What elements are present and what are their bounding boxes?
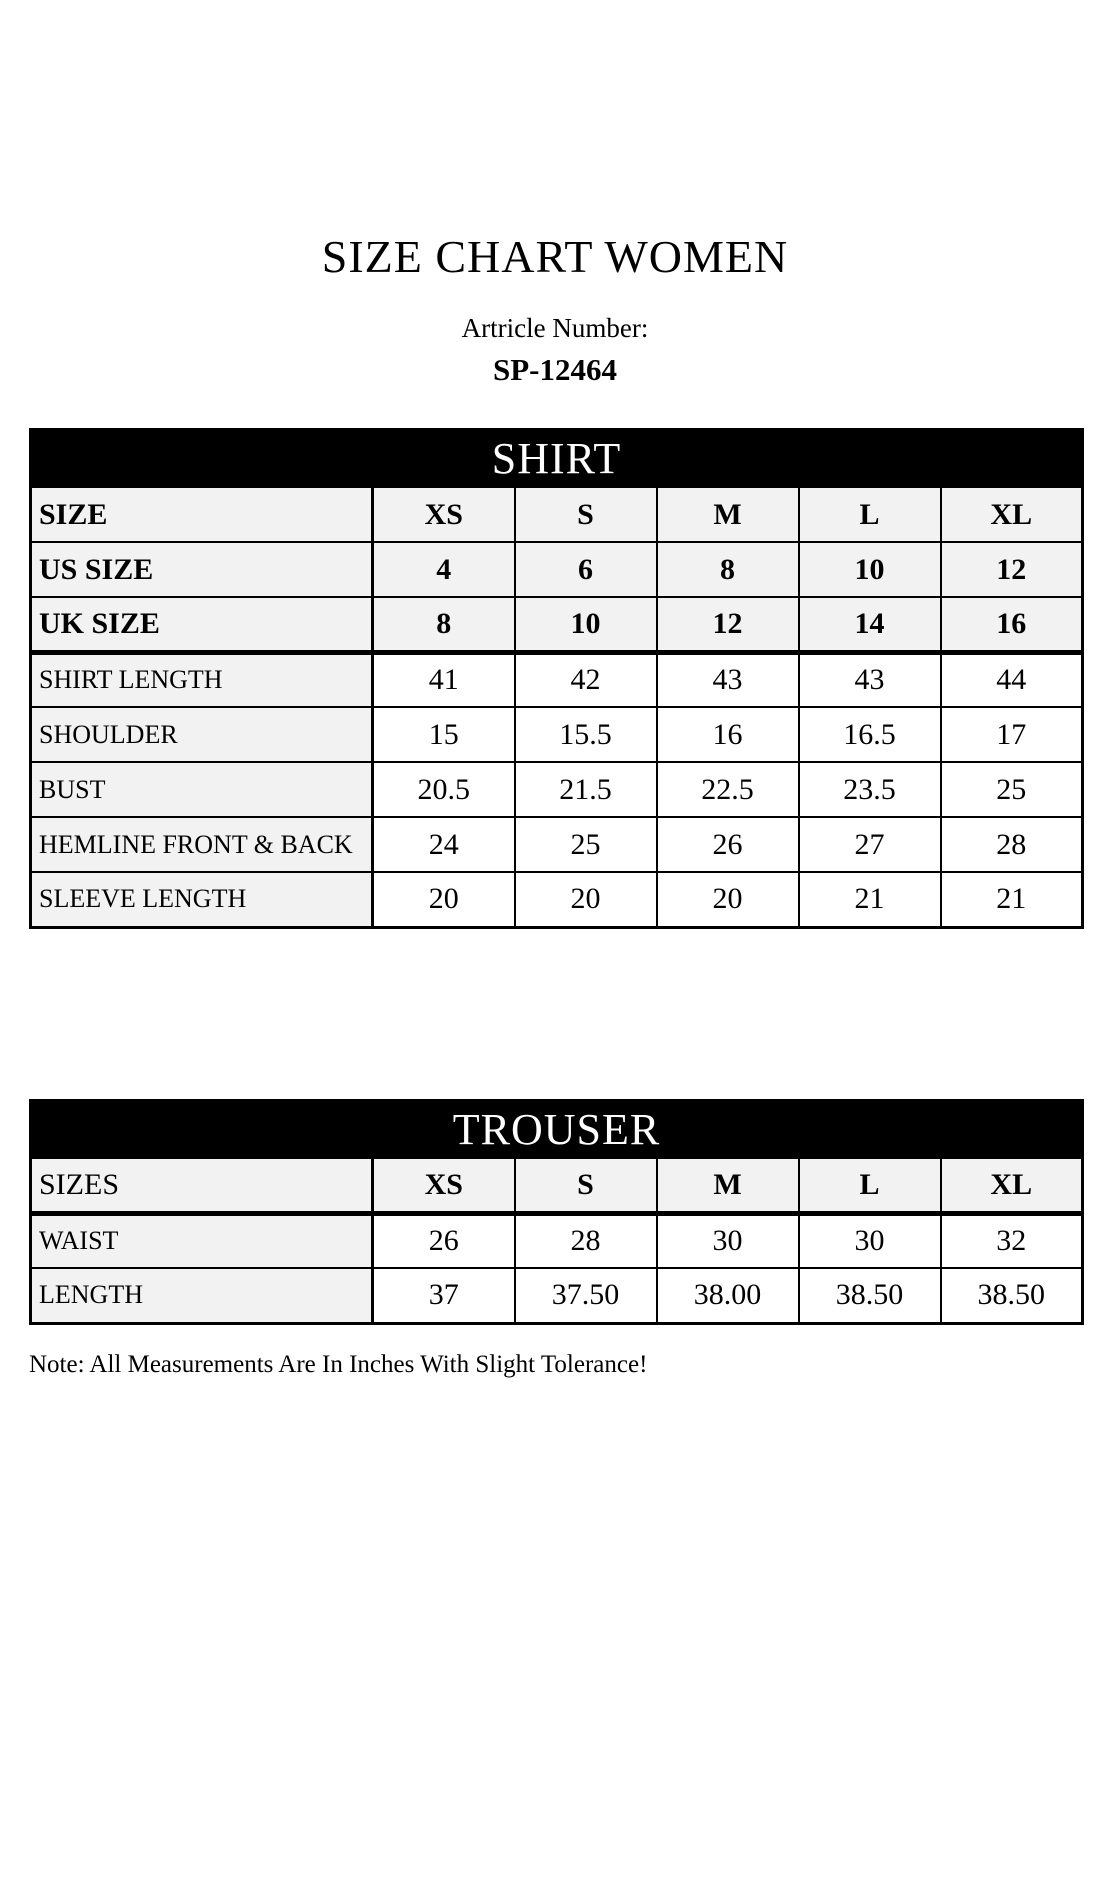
size-cell: 8: [373, 597, 515, 652]
trouser-row-waist: [31, 1213, 1083, 1268]
row-label: SHOULDER: [31, 707, 373, 762]
size-cell: S: [515, 1158, 657, 1213]
shirt-table-title: SHIRT: [31, 429, 1083, 487]
size-cell: M: [657, 487, 799, 542]
measurement-cell: 25: [515, 817, 657, 872]
shirt-row-shoulder: [31, 707, 1083, 762]
page-title: SIZE CHART WOMEN: [321, 231, 789, 282]
size-cell: L: [799, 1158, 941, 1213]
shirt-row-size: [31, 487, 1083, 542]
size-cell: 4: [373, 542, 515, 597]
trouser-row-sizes: [31, 1158, 1083, 1213]
measurement-cell: 16.5: [799, 707, 941, 762]
size-cell: 8: [657, 542, 799, 597]
size-cell: S: [515, 487, 657, 542]
row-label: SHIRT LENGTH: [31, 652, 373, 707]
size-cell: 16: [941, 597, 1083, 652]
size-cell: M: [657, 1158, 799, 1213]
measurement-cell: 38.50: [941, 1268, 1083, 1323]
shirt-size-table: [29, 428, 1084, 929]
trouser-table-header-band: [31, 1100, 1083, 1158]
measurement-cell: 28: [941, 817, 1083, 872]
measurement-cell: 32: [941, 1213, 1083, 1268]
measurement-cell: 27: [799, 817, 941, 872]
size-cell: XL: [941, 1158, 1083, 1213]
measurement-cell: 30: [657, 1213, 799, 1268]
measurement-cell: 20: [657, 872, 799, 927]
measurement-cell: 26: [373, 1213, 515, 1268]
size-cell: 14: [799, 597, 941, 652]
size-cell: 6: [515, 542, 657, 597]
measurement-cell: 23.5: [799, 762, 941, 817]
measurement-cell: 26: [657, 817, 799, 872]
measurement-cell: 43: [657, 652, 799, 707]
measurement-cell: 44: [941, 652, 1083, 707]
article-number-label: Artricle Number:: [461, 312, 649, 343]
shirt-table-header-band: [31, 429, 1083, 487]
measurement-cell: 30: [799, 1213, 941, 1268]
article-number-value: SP-12464: [493, 351, 617, 387]
size-cell: XL: [941, 487, 1083, 542]
measurement-cell: 20.5: [373, 762, 515, 817]
shirt-row-shirt-length: [31, 652, 1083, 707]
row-label: HEMLINE FRONT & BACK: [31, 817, 373, 872]
measurement-cell: 38.00: [657, 1268, 799, 1323]
measurement-cell: 17: [941, 707, 1083, 762]
size-cell: L: [799, 487, 941, 542]
trouser-row-length: [31, 1268, 1083, 1323]
measurement-cell: 21.5: [515, 762, 657, 817]
measurement-note: Note: All Measurements Are In Inches With Slight Tolerance!: [29, 1350, 648, 1378]
measurement-cell: 37.50: [515, 1268, 657, 1323]
row-label: SIZES: [31, 1158, 373, 1213]
measurement-cell: 38.50: [799, 1268, 941, 1323]
measurement-cell: 22.5: [657, 762, 799, 817]
measurement-cell: 24: [373, 817, 515, 872]
trouser-size-table: [29, 1099, 1084, 1325]
shirt-row-sleeve-length: [31, 872, 1083, 927]
measurement-cell: 41: [373, 652, 515, 707]
row-label: BUST: [31, 762, 373, 817]
measurement-cell: 28: [515, 1213, 657, 1268]
measurement-cell: 21: [941, 872, 1083, 927]
size-cell: XS: [373, 1158, 515, 1213]
row-label: SLEEVE LENGTH: [31, 872, 373, 927]
size-cell: 12: [941, 542, 1083, 597]
measurement-cell: 16: [657, 707, 799, 762]
row-label: WAIST: [31, 1213, 373, 1268]
size-cell: 12: [657, 597, 799, 652]
shirt-row-hemline: [31, 817, 1083, 872]
size-chart-page: [29, 232, 1081, 1379]
shirt-row-uk-size: [31, 597, 1083, 652]
measurement-cell: 21: [799, 872, 941, 927]
measurement-cell: 20: [515, 872, 657, 927]
shirt-row-bust: [31, 762, 1083, 817]
measurement-cell: 15.5: [515, 707, 657, 762]
trouser-table-title: TROUSER: [31, 1100, 1083, 1158]
size-cell: 10: [515, 597, 657, 652]
size-cell: 10: [799, 542, 941, 597]
measurement-cell: 42: [515, 652, 657, 707]
row-label: SIZE: [31, 487, 373, 542]
row-label: LENGTH: [31, 1268, 373, 1323]
measurement-cell: 15: [373, 707, 515, 762]
measurement-cell: 20: [373, 872, 515, 927]
measurement-cell: 25: [941, 762, 1083, 817]
measurement-cell: 37: [373, 1268, 515, 1323]
row-label: US SIZE: [31, 542, 373, 597]
row-label: UK SIZE: [31, 597, 373, 652]
shirt-row-us-size: [31, 542, 1083, 597]
size-cell: XS: [373, 487, 515, 542]
measurement-cell: 43: [799, 652, 941, 707]
